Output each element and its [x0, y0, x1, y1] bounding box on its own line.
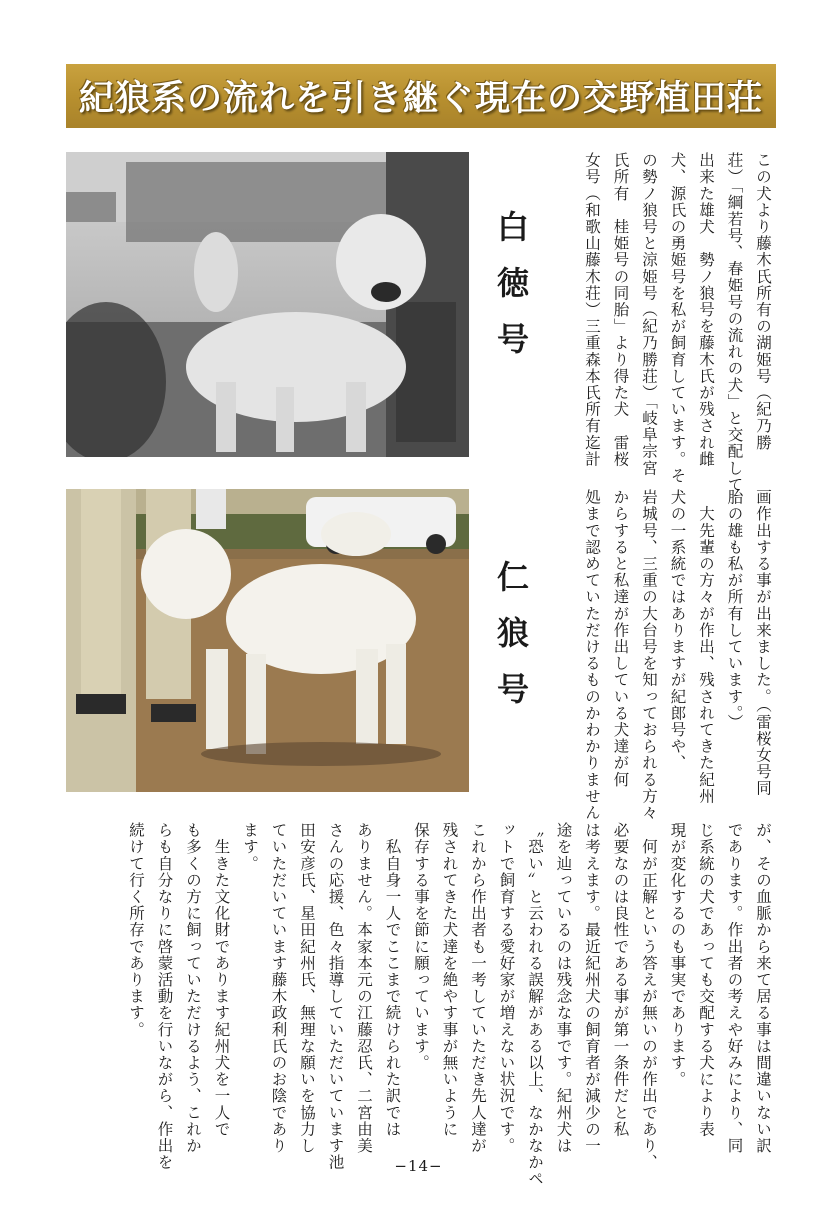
dog-photo-1: [66, 152, 469, 457]
dog-name-1: 白徳号: [492, 210, 530, 378]
article-text-top: この犬より藤木氏所有の湖姫号（紀乃勝 荘）「綱若号、春姫号の流れの犬」と交配して 出来た雄犬 勢ノ狼号を藤木氏が残され雌 犬、源氏の勇姫号を私が飼育しています。そ の勢ノ狼号と涼姫号（紀乃勝荘）「岐阜宗宮 氏所有 桂姫号の同胎」より得た犬 雷桜 女号（和歌山藤木荘）三重森本氏所有迄計: [583, 152, 772, 493]
article-text-middle: 画作出する事が出来ました。（雷桜女号同 胎の雄も私が所有しています。） 大先輩の方々が作出、残されてきた紀州 犬の一系統ではありますが紀郎号や、 岩城号、三重の大台号を知っておられる方々 からすると私達が作出している犬達が何 処まで認めていただけるものかわかりません: [583, 489, 772, 821]
page-number: −14−: [394, 1157, 443, 1175]
page-title: 紀狼系の流れを引き継ぐ現在の交野植田荘: [78, 78, 763, 119]
title-banner: [66, 64, 776, 128]
dog-name-2: 仁狼号: [492, 560, 530, 728]
dog-photo-2: [66, 489, 469, 792]
article-text-bottom: が、その血脈から来て居る事は間違いない訳 であります。作出者の考えや好みにより、同 じ系統の犬であっても交配する犬により表 現が変化するのも事実であります。 何が正解という答えが無いのが作出であり、 必要なのは良性である事が第一条件だと私 は考えます。最近紀州犬の飼育者が減少の一 途を辿っているのは残念な事です。紀州犬は 〝恐い〟と云われる誤解がある以上、なかなかペ ットで飼育する愛好家が増えない状況です。 これから作出者も一考していただき先人達が 残されてきた犬達を絶やす事が無いように 保存する事を節に願っています。 私自身一人でここまで続けられた訳では ありません。本家本元の江藤忍氏、二宮由美 さんの応援、色々指導していただいています池 田安彦氏、星田紀州氏、無理な願いを協力し ていただいています藤木政利氏のお陰であり ます。 生きた文化財であります紀州犬を一人で も多くの方に飼っていただけるよう、これか らも自分なりに啓蒙活動を行いながら、作出を 続けて行く所存であります。: [127, 822, 772, 1188]
